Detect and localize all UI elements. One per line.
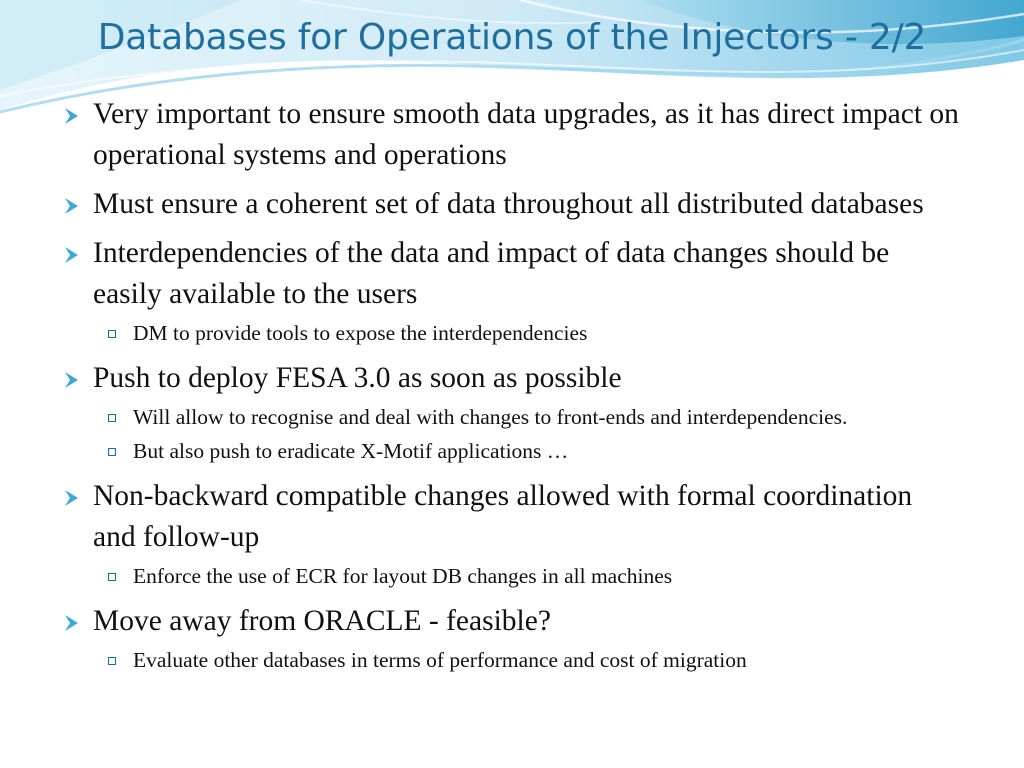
- bullet-item: [62, 184, 962, 225]
- sub-bullet-text: Will allow to recognise and deal with changes to front-ends and interdependencies.: [133, 405, 848, 429]
- slide-title: Databases for Operations of the Injectors - 2/2: [97, 17, 927, 58]
- arrow-bullet-icon: [62, 370, 82, 390]
- sub-bullet-text: Evaluate other databases in terms of performance and cost of migration: [133, 648, 747, 672]
- sub-bullet-text: DM to provide tools to expose the interdependencies: [133, 321, 588, 345]
- bullet-item: [62, 476, 962, 558]
- sub-bullet-item: [62, 436, 962, 467]
- bullet-text: Non-backward compatible changes allowed with formal coordination and follow-up: [93, 480, 913, 553]
- bullet-text: Interdependencies of the data and impact of data changes should be easily available to the users: [93, 237, 890, 310]
- arrow-bullet-icon: [62, 613, 82, 633]
- bullet-item: [62, 94, 962, 176]
- arrow-bullet-icon: [62, 106, 82, 126]
- square-bullet-icon: [108, 330, 116, 338]
- arrow-bullet-icon: [62, 196, 82, 216]
- bullet-list: [62, 94, 962, 676]
- sub-bullet-item: [62, 645, 962, 676]
- sub-bullet-item: [62, 561, 962, 592]
- bullet-text: Must ensure a coherent set of data throughout all distributed databases: [93, 188, 924, 220]
- bullet-text: Very important to ensure smooth data upgrades, as it has direct impact on operational systems and operations: [93, 98, 959, 171]
- sub-bullet-item: [62, 402, 962, 433]
- arrow-bullet-icon: [62, 245, 82, 265]
- arrow-bullet-icon: [62, 488, 82, 508]
- bullet-item: [62, 233, 962, 315]
- square-bullet-icon: [108, 414, 116, 422]
- sub-bullet-text: But also push to eradicate X-Motif applications …: [133, 439, 569, 463]
- bullet-text: Move away from ORACLE - feasible?: [93, 605, 551, 637]
- square-bullet-icon: [108, 657, 116, 665]
- square-bullet-icon: [108, 573, 116, 581]
- bullet-item: [62, 358, 962, 399]
- bullet-text: Push to deploy FESA 3.0 as soon as possible: [93, 362, 622, 394]
- bullet-item: [62, 601, 962, 642]
- square-bullet-icon: [108, 448, 116, 456]
- sub-bullet-item: [62, 318, 962, 349]
- sub-bullet-text: Enforce the use of ECR for layout DB changes in all machines: [133, 564, 673, 588]
